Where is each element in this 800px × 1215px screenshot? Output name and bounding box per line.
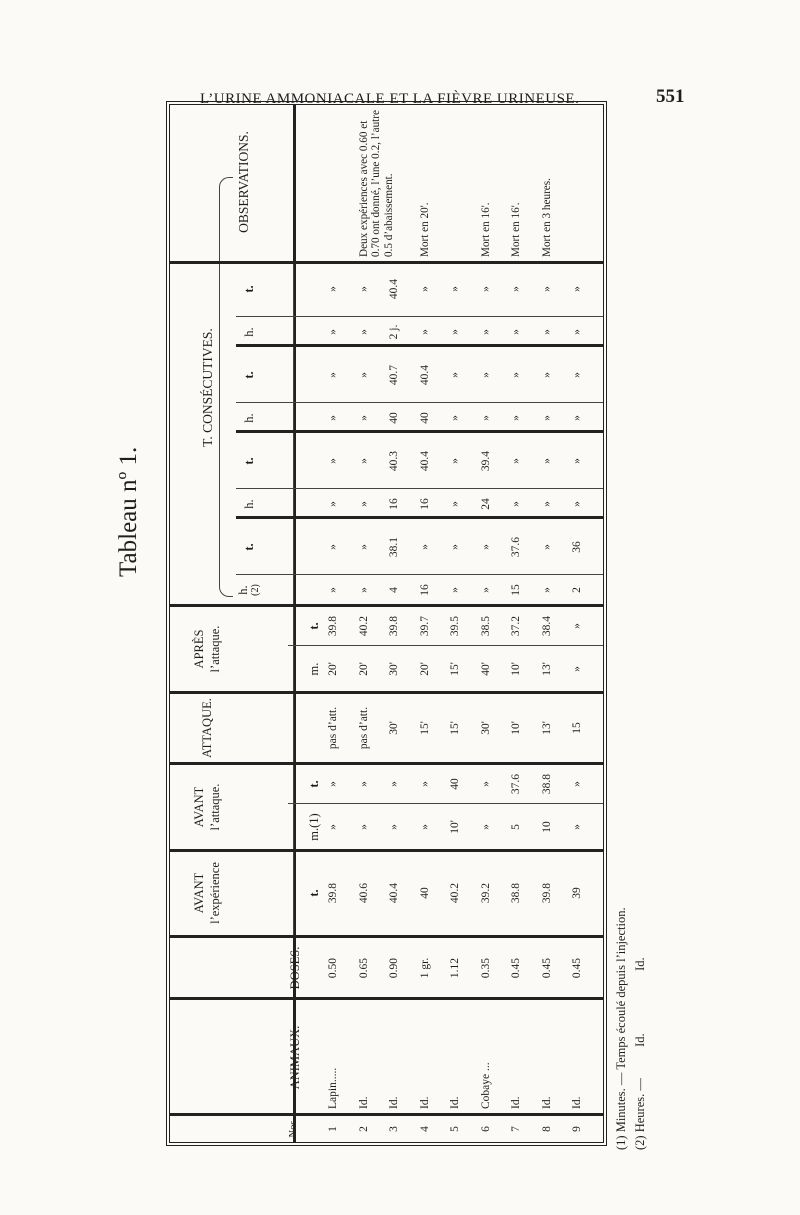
table-cell-consec: » — [479, 286, 492, 292]
table-cell-animal: Id. — [510, 1096, 522, 1109]
footnote-1: (1) Minutes. — Temps écoulé depuis l’injection. — [614, 907, 628, 1150]
table-cell-t_exp: 40.4 — [388, 882, 400, 904]
table-cell-consec: » — [540, 415, 553, 421]
page-number: 551 — [656, 86, 685, 107]
table-cell-m_ap: 20' — [418, 662, 431, 676]
consec-h1-note: (2) — [250, 584, 261, 596]
table-cell-consec: » — [479, 415, 492, 421]
table-cell-consec: » — [418, 286, 431, 292]
table-cell-consec: » — [540, 329, 553, 335]
table-cell-consec: » — [449, 587, 461, 593]
table-cell-num: 2 — [357, 1126, 370, 1132]
table-cell-consec: » — [357, 544, 370, 550]
table-cell-consec: 40.3 — [388, 450, 400, 472]
col-attaque-header: ATTAQUE. — [200, 698, 214, 758]
consec-h2: h. — [242, 499, 256, 509]
table-cell-m_av: 10 — [540, 821, 553, 833]
table-cell-consec: » — [357, 372, 370, 378]
table-cell-consec: » — [418, 329, 431, 335]
table-cell-t_exp: 39.2 — [479, 882, 492, 904]
table-cell-consec: » — [449, 544, 461, 550]
col-divider — [170, 935, 603, 938]
consec-h4: h. — [242, 327, 256, 337]
table-cell-consec: 15 — [510, 584, 522, 596]
table-cell-consec: » — [357, 587, 370, 593]
table-cell-t_av: » — [327, 781, 339, 787]
consec-t1: t. — [242, 543, 256, 551]
table-cell-consec: » — [449, 286, 461, 292]
col-apres-m: m. — [307, 662, 321, 676]
table-cell-observation: Mort en 3 heures. — [540, 178, 553, 257]
table-cell-t_exp: 40.2 — [449, 882, 461, 904]
table-cell-t_ap: 39.7 — [418, 615, 431, 637]
table-cell-t_ap: 39.8 — [388, 615, 400, 637]
table-cell-animal: Id. — [449, 1096, 461, 1109]
table-cell-consec: » — [510, 458, 522, 464]
table-cell-num: 1 — [327, 1126, 339, 1132]
running-title: L’URINE AMMONIACALE ET LA FIÈVRE URINEUSE. — [200, 91, 580, 107]
table-cell-consec: » — [540, 501, 553, 507]
table-cell-consec: » — [571, 329, 583, 335]
table-cell-consec: » — [571, 501, 583, 507]
table-cell-t_av: » — [479, 781, 492, 787]
table-cell-consec: 36 — [571, 541, 583, 553]
consec-brace — [219, 177, 233, 597]
table-cell-consec: » — [510, 286, 522, 292]
table-cell-consec: 38.1 — [388, 536, 400, 558]
table-cell-t_av: » — [418, 781, 431, 787]
col-apres-header-2: l’attaque. — [208, 625, 222, 673]
table-cell-t_av: 37.6 — [510, 773, 522, 795]
table-cell-t_ap: 37.2 — [510, 615, 522, 637]
table-cell-consec: » — [540, 458, 553, 464]
table-cell-consec: 2 — [571, 587, 583, 593]
table-cell-animal: Id. — [388, 1096, 400, 1109]
table-cell-observation: Mort en 20'. — [418, 202, 431, 257]
table-cell-dose: 0.90 — [388, 957, 400, 979]
table-cell-m_av: 10' — [449, 820, 461, 834]
table-cell-t_ap: 38.4 — [540, 615, 553, 637]
table-cell-consec: » — [510, 415, 522, 421]
table-cell-consec: » — [449, 458, 461, 464]
table-cell-t_exp: 39.8 — [540, 882, 553, 904]
table-cell-consec: » — [327, 458, 339, 464]
table-cell-consec: 40.7 — [388, 364, 400, 386]
table-cell-dose: 0.45 — [571, 957, 583, 979]
table-cell-animal: Id. — [418, 1096, 431, 1109]
page-header — [0, 0, 800, 110]
table-cell-consec: » — [571, 415, 583, 421]
table-cell-observation: Mort en 16'. — [479, 202, 492, 257]
col-doses-header: DOSES. — [288, 946, 302, 990]
table-cell-dose: 0.35 — [479, 957, 492, 979]
table-cell-consec: 16 — [418, 584, 431, 596]
consec-h1: h. — [236, 585, 250, 595]
col-avant-exp-t: t. — [307, 889, 321, 897]
table-cell-animal: Id. — [357, 1096, 370, 1109]
col-apres-header-1: APRÈS — [192, 629, 206, 669]
table-cell-consec: » — [510, 329, 522, 335]
table-cell-consec: » — [357, 458, 370, 464]
table-cell-animal: Id. — [571, 1096, 583, 1109]
table-cell-consec: » — [327, 544, 339, 550]
table-cell-attaque: pas d’att. — [357, 706, 370, 750]
col-avant-exp-header-2: l’expérience — [208, 862, 222, 924]
footnotes — [612, 830, 672, 1150]
col-divider — [170, 691, 603, 694]
col-divider — [170, 604, 603, 607]
table-cell-consec: » — [540, 372, 553, 378]
table-cell-attaque: 10' — [510, 721, 522, 735]
table-cell-consec: » — [540, 544, 553, 550]
col-divider — [170, 997, 603, 1000]
table-cell-consec: 39.4 — [479, 450, 492, 472]
table-cell-observation: Mort en 16'. — [510, 202, 522, 257]
table-cell-num: 3 — [388, 1126, 400, 1132]
table-cell-consec: » — [540, 286, 553, 292]
col-divider — [170, 1113, 603, 1116]
col-avant-att-header-1: AVANT — [192, 786, 206, 828]
table-cell-attaque: 15' — [418, 721, 431, 735]
table-cell-m_av: » — [418, 824, 431, 830]
table-cell-m_ap: 15' — [449, 662, 461, 676]
consec-t2: t. — [242, 457, 256, 465]
table-cell-m_ap: 20' — [327, 662, 339, 676]
table-cell-consec: » — [510, 501, 522, 507]
table-cell-consec: » — [327, 329, 339, 335]
table-cell-consec: 4 — [388, 587, 400, 593]
table-cell-t_exp: 40 — [418, 887, 431, 899]
table-cell-consec: » — [357, 415, 370, 421]
table-title: Tableau nº 1. — [115, 446, 142, 577]
table-cell-consec: » — [571, 286, 583, 292]
table-cell-num: 6 — [479, 1126, 492, 1132]
table-cell-dose: 0.65 — [357, 957, 370, 979]
table-cell-dose: 0.45 — [510, 957, 522, 979]
table-cell-consec: 16 — [418, 498, 431, 510]
col-observations-header: OBSERVATIONS. — [236, 131, 251, 233]
table-cell-attaque: 30' — [388, 721, 400, 735]
table-cell-t_exp: 39 — [571, 887, 583, 899]
table-cell-t_av: » — [388, 781, 400, 787]
table-cell-consec: 37.6 — [510, 536, 522, 558]
footnote-2: (2) Heures. — Id. Id. — [633, 957, 648, 1150]
table-cell-t_ap: 38.5 — [479, 615, 492, 637]
consec-t4: t. — [242, 285, 256, 293]
col-avant-att-header-2: l’attaque. — [208, 783, 222, 831]
table-cell-t_av: » — [357, 781, 370, 787]
table-cell-consec: 40 — [418, 412, 431, 424]
table-cell-consec: » — [571, 372, 583, 378]
table-cell-num: 9 — [571, 1126, 583, 1132]
table-cell-num: 7 — [510, 1126, 522, 1132]
table-cell-m_av: » — [479, 824, 492, 830]
table-cell-animal: Cobaye ... — [479, 1062, 492, 1109]
table-cell-m_av: 5 — [510, 824, 522, 830]
table-cell-consec: 40.4 — [418, 450, 431, 472]
table-cell-m_av: » — [357, 824, 370, 830]
table-cell-t_exp: 40.6 — [357, 882, 370, 904]
col-divider — [170, 261, 603, 264]
data-table — [166, 101, 607, 1146]
col-num-header: Nos — [288, 1120, 299, 1138]
table-cell-m_ap: 13' — [540, 662, 553, 676]
table-cell-consec: » — [357, 501, 370, 507]
table-cell-m_ap: 20' — [357, 662, 370, 676]
col-animaux-header: ANIMAUX. — [288, 1025, 302, 1090]
consec-h3: h. — [242, 413, 256, 423]
table-cell-t_exp: 38.8 — [510, 882, 522, 904]
table-cell-m_ap: 40' — [479, 662, 492, 676]
table-cell-consec: 2 j. — [388, 324, 400, 340]
table-cell-consec: » — [449, 329, 461, 335]
table-cell-consec: » — [479, 587, 492, 593]
table-cell-consec: 16 — [388, 498, 400, 510]
table-cell-consec: » — [418, 544, 431, 550]
table-cell-num: 5 — [449, 1126, 461, 1132]
table-cell-consec: » — [449, 372, 461, 378]
table-cell-consec: » — [327, 286, 339, 292]
table-cell-animal: Lapin..... — [327, 1067, 339, 1109]
col-avant-att-m: m.(1) — [307, 813, 321, 841]
table-cell-t_av: 40 — [449, 778, 461, 790]
table-cell-consec: » — [327, 501, 339, 507]
table-cell-t_ap: 39.8 — [327, 615, 339, 637]
table-cell-m_ap: 30' — [388, 662, 400, 676]
table-cell-consec: 40.4 — [418, 364, 431, 386]
table-cell-consec: » — [357, 286, 370, 292]
col-consec-header: T. CONSÉCUTIVES. — [200, 328, 215, 447]
table-cell-consec: » — [571, 458, 583, 464]
table-cell-t_ap: 40.2 — [357, 615, 370, 637]
table-cell-attaque: 13' — [540, 721, 553, 735]
table-cell-consec: » — [327, 587, 339, 593]
table-cell-t_av: 38.8 — [540, 773, 553, 795]
table-cell-dose: 0.50 — [327, 957, 339, 979]
table-cell-dose: 0.45 — [540, 957, 553, 979]
table-cell-consec: » — [449, 501, 461, 507]
table-cell-t_exp: 39.8 — [327, 882, 339, 904]
table-cell-consec: » — [510, 372, 522, 378]
table-cell-dose: 1 gr. — [418, 957, 431, 979]
table-cell-consec: » — [479, 329, 492, 335]
table-cell-consec: » — [540, 587, 553, 593]
col-avant-att-t: t. — [307, 780, 321, 788]
table-cell-consec: 40 — [388, 412, 400, 424]
table-cell-attaque: 15 — [571, 722, 583, 734]
table-cell-animal: Id. — [540, 1096, 553, 1109]
table-cell-consec: » — [449, 415, 461, 421]
table-cell-num: 8 — [540, 1126, 553, 1132]
table-cell-consec: 24 — [479, 498, 492, 510]
table-cell-m_av: » — [388, 824, 400, 830]
consec-t3: t. — [242, 371, 256, 379]
table-cell-m_ap: » — [571, 666, 583, 672]
table-cell-t_ap: 39.5 — [449, 615, 461, 637]
col-divider — [170, 849, 603, 852]
table-cell-consec: » — [479, 544, 492, 550]
table-cell-m_av: » — [571, 824, 583, 830]
table-cell-observation: Deux expériences avec 0.60 et 0.70 ont donné, l’une 0.2, l’autre 0.5 d’abaissement. — [357, 110, 396, 257]
table-cell-attaque: pas d’att. — [327, 706, 339, 750]
table-cell-m_ap: 10' — [510, 662, 522, 676]
table-cell-attaque: 15' — [449, 721, 461, 735]
table-cell-attaque: 30' — [479, 721, 492, 735]
table-cell-consec: » — [357, 329, 370, 335]
table-cell-consec: » — [327, 415, 339, 421]
table-cell-num: 4 — [418, 1126, 431, 1132]
table-cell-consec: » — [479, 372, 492, 378]
table-cell-m_av: » — [327, 824, 339, 830]
table-cell-t_ap: » — [571, 623, 583, 629]
table-cell-dose: 1.12 — [449, 957, 461, 979]
table-cell-consec: 40.4 — [388, 278, 400, 300]
table-cell-consec: » — [327, 372, 339, 378]
col-divider — [170, 762, 603, 765]
table-cell-t_av: » — [571, 781, 583, 787]
col-avant-exp-header-1: AVANT — [192, 872, 206, 914]
subheader-separator — [293, 262, 294, 936]
col-apres-t: t. — [307, 622, 321, 630]
